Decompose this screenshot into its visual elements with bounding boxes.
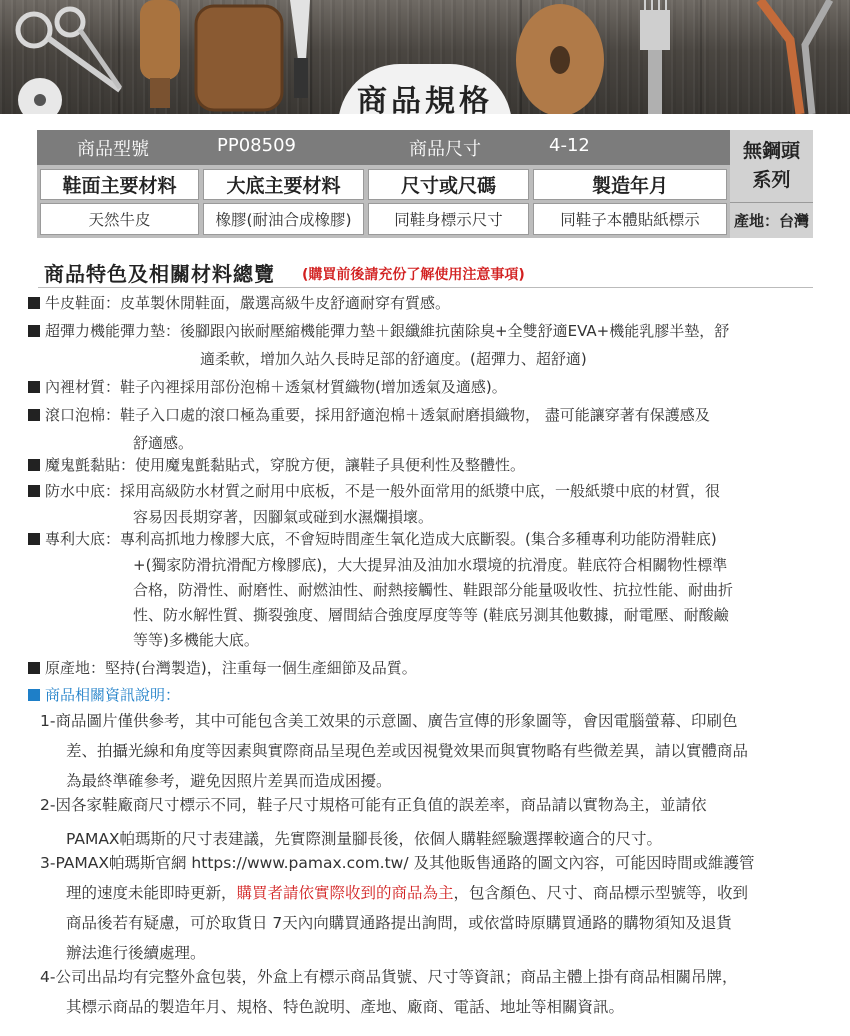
- size-value: 4-12: [549, 135, 590, 156]
- bullet-square-icon: [28, 381, 40, 393]
- feature-text: 專利高抓地力橡膠大底，不會短時間產生氧化造成大底斷裂。(集合多種專利功能防滑鞋底): [120, 530, 717, 548]
- feature-text: 鞋子內裡採用部份泡棉＋透氣材質織物(增加透氣及適感)。: [120, 378, 507, 396]
- thread-cone-icon: [516, 4, 604, 114]
- note-line: 4-公司出品均有完整外盒包裝，外盒上有標示商品貨號、尺寸等資訊；商品主體上掛有商品相關吊牌，: [40, 968, 738, 986]
- feature-item: [28, 451, 823, 479]
- feature-item: [28, 401, 823, 429]
- bullet-square-icon: [28, 297, 40, 309]
- banner-title: 商品規格: [357, 84, 493, 114]
- feature-text-cont: 合格，防滑性、耐磨性、耐燃油性、耐熱接觸性、鞋跟部分能量吸收性、抗拉性能、耐曲折: [133, 581, 734, 599]
- badge-line-1: 無鋼頭: [742, 140, 800, 162]
- bullet-square-icon: [28, 689, 40, 701]
- bullet-square-icon: [28, 459, 40, 471]
- note-line: 2-因各家鞋廠商尺寸標示不同，鞋子尺寸規格可能有正負值的誤差率，商品請以實物為主，並請依: [40, 796, 707, 814]
- feature-label: 內裡材質：: [45, 378, 121, 396]
- info-heading-text: 商品相關資訊說明：: [45, 686, 181, 704]
- note-text: ，包含顏色、尺寸、商品標示型號等，收到: [453, 884, 749, 902]
- note-line: 為最終準確參考，避免因照片差異而造成困擾。: [66, 772, 392, 790]
- feature-item: [28, 525, 823, 553]
- pricking-iron-icon: [640, 0, 670, 114]
- awl-handle-icon: [140, 0, 180, 108]
- feature-text-cont: 性、防水解性質、撕裂強度、層間結合強度厚度等等 (鞋底另測其他數據，耐電壓、耐酸鹼: [133, 606, 729, 624]
- steel-toe-badge: [730, 130, 813, 202]
- feature-label: 魔鬼氈黏貼：: [45, 456, 136, 474]
- note-line: PAMAX帕瑪斯的尺寸表建議，先實際測量腳長後，依個人購鞋經驗選擇較適合的尺寸。: [66, 830, 663, 848]
- note-line: 3-PAMAX帕瑪斯官網 https://www.pamax.com.tw/ 及其他販售通路的圖文內容，可能因時間或維護管: [40, 854, 755, 872]
- bullet-square-icon: [28, 409, 40, 421]
- model-value: PP08509: [217, 135, 296, 156]
- leather-knife-icon: [290, 0, 310, 98]
- feature-item: [28, 317, 823, 345]
- feature-text: 後腳跟內嵌耐壓縮機能彈力墊＋銀纖維抗菌除臭+全雙舒適EVA+機能乳膠半墊，舒: [180, 322, 730, 340]
- brown-thread-spool-icon: [196, 6, 282, 110]
- feature-text-cont: 適柔軟，增加久站久長時足部的舒適度。(超彈力、超舒適): [200, 350, 587, 368]
- sole-material-value: 橡膠(耐油合成橡膠): [203, 203, 364, 235]
- info-note-2: [40, 790, 825, 854]
- info-note-1: [40, 706, 825, 796]
- size-value-cell: 同鞋身標示尺寸: [368, 203, 529, 235]
- feature-text: 採用高級防水材質之耐用中底板，不是一般外面常用的紙漿中底，一般紙漿中底的材質，很: [120, 482, 721, 500]
- note-line: 差、拍攝光線和角度等因素與實際商品呈現色差或因視覺效果而與實物略有些微差異，請以實體商品: [66, 742, 749, 760]
- upper-material-header: 鞋面主要材料: [40, 169, 199, 200]
- feature-label: 專利大底：: [45, 530, 121, 548]
- feature-label: 原產地：: [45, 659, 106, 677]
- feature-label: 滾口泡棉：: [45, 406, 121, 424]
- feature-label: 防水中底：: [45, 482, 121, 500]
- manufacture-date-header: 製造年月: [533, 169, 727, 200]
- pliers-icon: [760, 0, 830, 114]
- info-note-3: [40, 848, 825, 968]
- feature-item: [28, 289, 823, 317]
- feature-text: 使用魔鬼氈黏貼式，穿脫方便，讓鞋子具便利性及整體性。: [135, 456, 526, 474]
- spec-table: [37, 130, 813, 238]
- spec-header-row: [37, 130, 730, 165]
- bullet-square-icon: [28, 662, 40, 674]
- badge-line-2: 系列: [752, 169, 791, 191]
- feature-text: 皮革製休閒鞋面，嚴選高級牛皮舒適耐穿有質感。: [120, 294, 451, 312]
- note-text: 理的速度未能即時更新，: [66, 884, 237, 902]
- scissors-icon: [18, 9, 120, 90]
- model-label: 商品型號: [77, 139, 149, 160]
- feature-label: 牛皮鞋面：: [45, 294, 121, 312]
- info-heading: [28, 681, 180, 709]
- feature-label: 超彈力機能彈力墊：: [45, 322, 181, 340]
- thread-spool-icon: [18, 78, 62, 114]
- info-note-4: [40, 962, 825, 1022]
- note-highlight: 購買者請依實際收到的商品為主: [236, 884, 454, 902]
- note-line: [40, 878, 825, 908]
- feature-text-cont: 舒適感。: [133, 434, 194, 452]
- bullet-square-icon: [28, 485, 40, 497]
- upper-material-value: 天然牛皮: [40, 203, 199, 235]
- section-divider: [38, 287, 813, 288]
- feature-text: 鞋子入口處的滾口極為重要，採用舒適泡棉＋透氣耐磨損織物， 盡可能讓穿著有保護感及: [120, 406, 710, 424]
- manufacture-date-value: 同鞋子本體貼紙標示: [533, 203, 727, 235]
- feature-text-cont: 容易因長期穿著，因腳氣或碰到水濕爛損壞。: [133, 508, 434, 526]
- note-line: 辦法進行後續處理。: [66, 944, 206, 962]
- feature-text-cont: 等等)多機能大底。: [133, 631, 259, 649]
- note-line: 1-商品圖片僅供參考，其中可能包含美工效果的示意圖、廣告宣傳的形象圖等，會因電腦螢幕、印刷色: [40, 712, 738, 730]
- feature-item: [28, 373, 823, 401]
- note-line: 其標示商品的製造年月、規格、特色說明、產地、廠商、電話、地址等相關資訊。: [66, 998, 625, 1016]
- feature-item: [28, 477, 823, 505]
- feature-item: [28, 654, 823, 682]
- feature-text-cont: +(獨家防滑抗滑配方橡膠底)，大大提昇油及油加水環境的抗滑度。鞋底符合相關物性標準: [133, 556, 728, 574]
- size-label: 商品尺寸: [409, 139, 481, 160]
- feature-text: 堅持(台灣製造)，注重每一個生產細節及品質。: [105, 659, 417, 677]
- size-header: 尺寸或尺碼: [368, 169, 529, 200]
- section-title: 商品特色及相關材料總覽: [44, 262, 275, 286]
- origin-badge: 產地：台灣: [730, 202, 813, 238]
- bullet-square-icon: [28, 533, 40, 545]
- bullet-square-icon: [28, 325, 40, 337]
- note-line: 商品後若有疑慮，可於取貨日 7天內向購買通路提出詢問，或依當時原購買通路的購物須知及退貨: [66, 914, 732, 932]
- section-note: (購買前後請充份了解使用注意事項): [302, 267, 525, 283]
- sole-material-header: 大底主要材料: [203, 169, 364, 200]
- hero-banner: [0, 0, 850, 114]
